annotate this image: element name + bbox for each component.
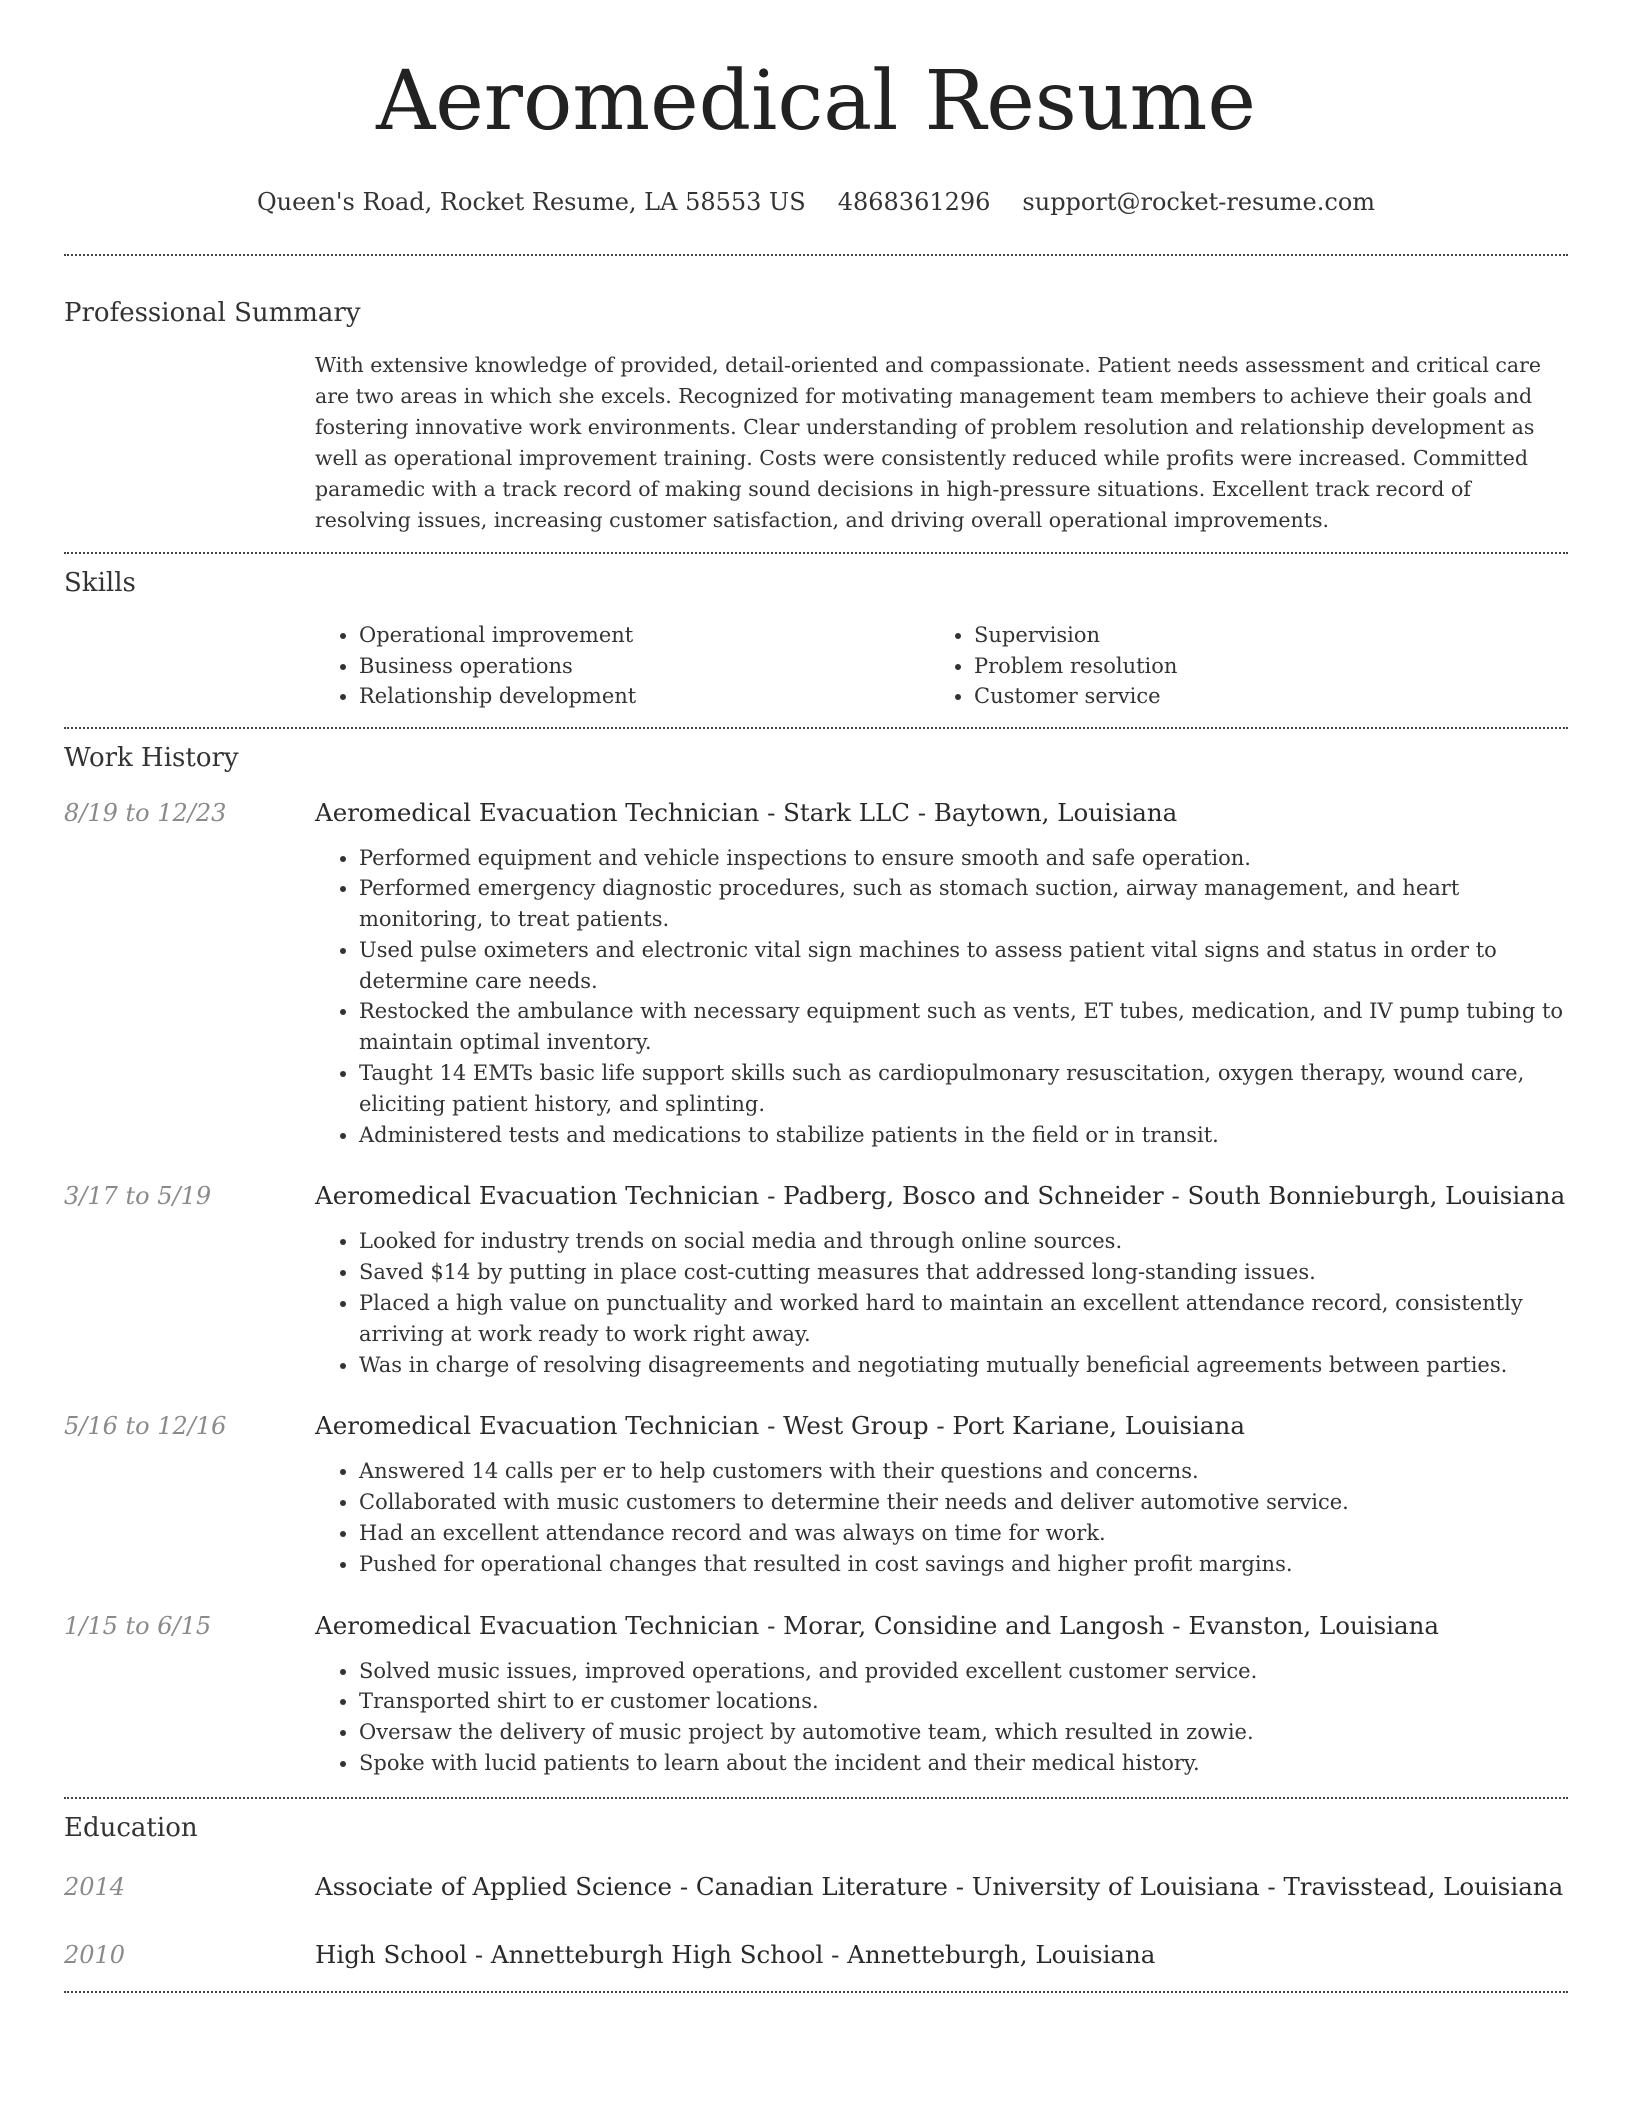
- summary-text: With extensive knowledge of provided, detail-oriented and compassionate. Patient needs assessment and critical care are two areas in which she excels. Recognized for motivating management team members to achieve their goals and fostering innovative work environments. Clear understanding of problem resolution and relationship development as well as operational improvement training. Costs were consistently reduced while profits were increased. Committed paramedic with a track record of making sound decisions in high-pressure situations. Excellent track record of resolving issues, increasing customer satisfaction, and driving overall operational improvements.: [315, 353, 1542, 532]
- skill-item: • Business operations: [359, 651, 930, 682]
- job-title: Aeromedical Evacuation Technician - West Group - Port Kariane, Louisiana: [315, 1411, 1245, 1441]
- resume-name: Aeromedical Resume: [376, 54, 1256, 149]
- job-bullet: • Looked for industry trends on social media and through online sources.: [359, 1226, 1568, 1257]
- job-header: [64, 1410, 1568, 1442]
- skill-item: • Relationship development: [359, 681, 930, 712]
- job-entry: [64, 1610, 1568, 1779]
- skill-item: • Customer service: [974, 681, 1545, 712]
- education-entry: [64, 1871, 1568, 1903]
- job-bullet: • Performed emergency diagnostic procedures, such as stomach suction, airway management, and heart monitoring, to treat patients.: [359, 873, 1568, 935]
- job-header: [64, 1180, 1568, 1212]
- skill-item: • Supervision: [974, 620, 1545, 651]
- job-bullets: [315, 1656, 1568, 1779]
- job-header: [64, 797, 1568, 829]
- skills-list: [315, 620, 1568, 712]
- contact-line: [64, 186, 1568, 218]
- job-bullet: • Pushed for operational changes that resulted in cost savings and higher profit margins.: [359, 1549, 1568, 1580]
- job-bullet: • Taught 14 EMTs basic life support skills such as cardiopulmonary resuscitation, oxygen therapy, wound care, eliciting patient history, and splinting.: [359, 1058, 1568, 1120]
- skill-item: • Problem resolution: [974, 651, 1545, 682]
- job-entry: [64, 1180, 1568, 1380]
- job-bullet: • Oversaw the delivery of music project by automotive team, which resulted in zowie.: [359, 1717, 1568, 1748]
- job-bullet: • Used pulse oximeters and electronic vital sign machines to assess patient vital signs and status in order to determine care needs.: [359, 935, 1568, 997]
- job-bullet: • Transported shirt to er customer locations.: [359, 1686, 1568, 1717]
- education-date: 2014: [64, 1872, 126, 1901]
- skill-item: • Operational improvement: [359, 620, 930, 651]
- job-header: [64, 1610, 1568, 1642]
- job-bullet: • Placed a high value on punctuality and worked hard to maintain an excellent attendance record, consistently arriving at work ready to work right away.: [359, 1288, 1568, 1350]
- contact-email: support@rocket-resume.com: [1022, 188, 1376, 216]
- contact-address: Queen's Road, Rocket Resume, LA 58553 US: [256, 188, 806, 216]
- section-title-work-history: Work History: [64, 742, 239, 773]
- job-entry: [64, 1410, 1568, 1579]
- job-bullet: • Performed equipment and vehicle inspections to ensure smooth and safe operation.: [359, 843, 1568, 874]
- divider: [64, 552, 1568, 554]
- job-bullets: [315, 843, 1568, 1151]
- section-title-summary: Professional Summary: [64, 298, 361, 328]
- skills-column-left: [315, 620, 930, 712]
- education-title: Associate of Applied Science - Canadian Literature - University of Louisiana - Travisstead, Louisiana: [315, 1871, 1564, 1901]
- job-bullet: • Had an excellent attendance record and was always on time for work.: [359, 1518, 1568, 1549]
- divider: [64, 1991, 1568, 1993]
- job-bullet: • Collaborated with music customers to determine their needs and deliver automotive service.: [359, 1487, 1568, 1518]
- job-bullets: [315, 1226, 1568, 1380]
- divider: [64, 727, 1568, 729]
- job-bullet: • Solved music issues, improved operations, and provided excellent customer service.: [359, 1656, 1568, 1687]
- section-title-education: Education: [64, 1812, 198, 1843]
- job-bullet: • Restocked the ambulance with necessary equipment such as vents, ET tubes, medication, and IV pump tubing to maintain optimal inventory.: [359, 996, 1568, 1058]
- resume-page: [64, 0, 1568, 1993]
- job-bullets: [315, 1456, 1568, 1579]
- job-bullet: • Saved $14 by putting in place cost-cutting measures that addressed long-standing issues.: [359, 1257, 1568, 1288]
- education-date: 2010: [64, 1940, 126, 1969]
- job-date: 5/16 to 12/16: [64, 1412, 227, 1441]
- contact-phone: 4868361296: [837, 188, 991, 216]
- job-title: Aeromedical Evacuation Technician - Stark LLC - Baytown, Louisiana: [315, 797, 1178, 827]
- job-bullet: • Was in charge of resolving disagreements and negotiating mutually beneficial agreements between parties.: [359, 1350, 1568, 1381]
- job-bullet: • Answered 14 calls per er to help customers with their questions and concerns.: [359, 1456, 1568, 1487]
- job-title: Aeromedical Evacuation Technician - Morar, Considine and Langosh - Evanston, Louisiana: [315, 1610, 1439, 1640]
- skills-column-right: [930, 620, 1545, 712]
- divider: [64, 254, 1568, 256]
- education-title: High School - Annetteburgh High School - Annetteburgh, Louisiana: [315, 1939, 1156, 1969]
- job-date: 8/19 to 12/23: [64, 798, 227, 827]
- section-title-skills: Skills: [64, 568, 136, 598]
- education-entry: [64, 1939, 1568, 1971]
- job-bullet: • Administered tests and medications to stabilize patients in the field or in transit.: [359, 1120, 1568, 1151]
- job-title: Aeromedical Evacuation Technician - Padberg, Bosco and Schneider - South Bonnieburgh, Louisiana: [315, 1181, 1566, 1211]
- divider: [64, 1797, 1568, 1799]
- job-entry: [64, 797, 1568, 1151]
- job-date: 3/17 to 5/19: [64, 1182, 212, 1211]
- job-bullet: • Spoke with lucid patients to learn about the incident and their medical history.: [359, 1748, 1568, 1779]
- job-date: 1/15 to 6/15: [64, 1611, 212, 1640]
